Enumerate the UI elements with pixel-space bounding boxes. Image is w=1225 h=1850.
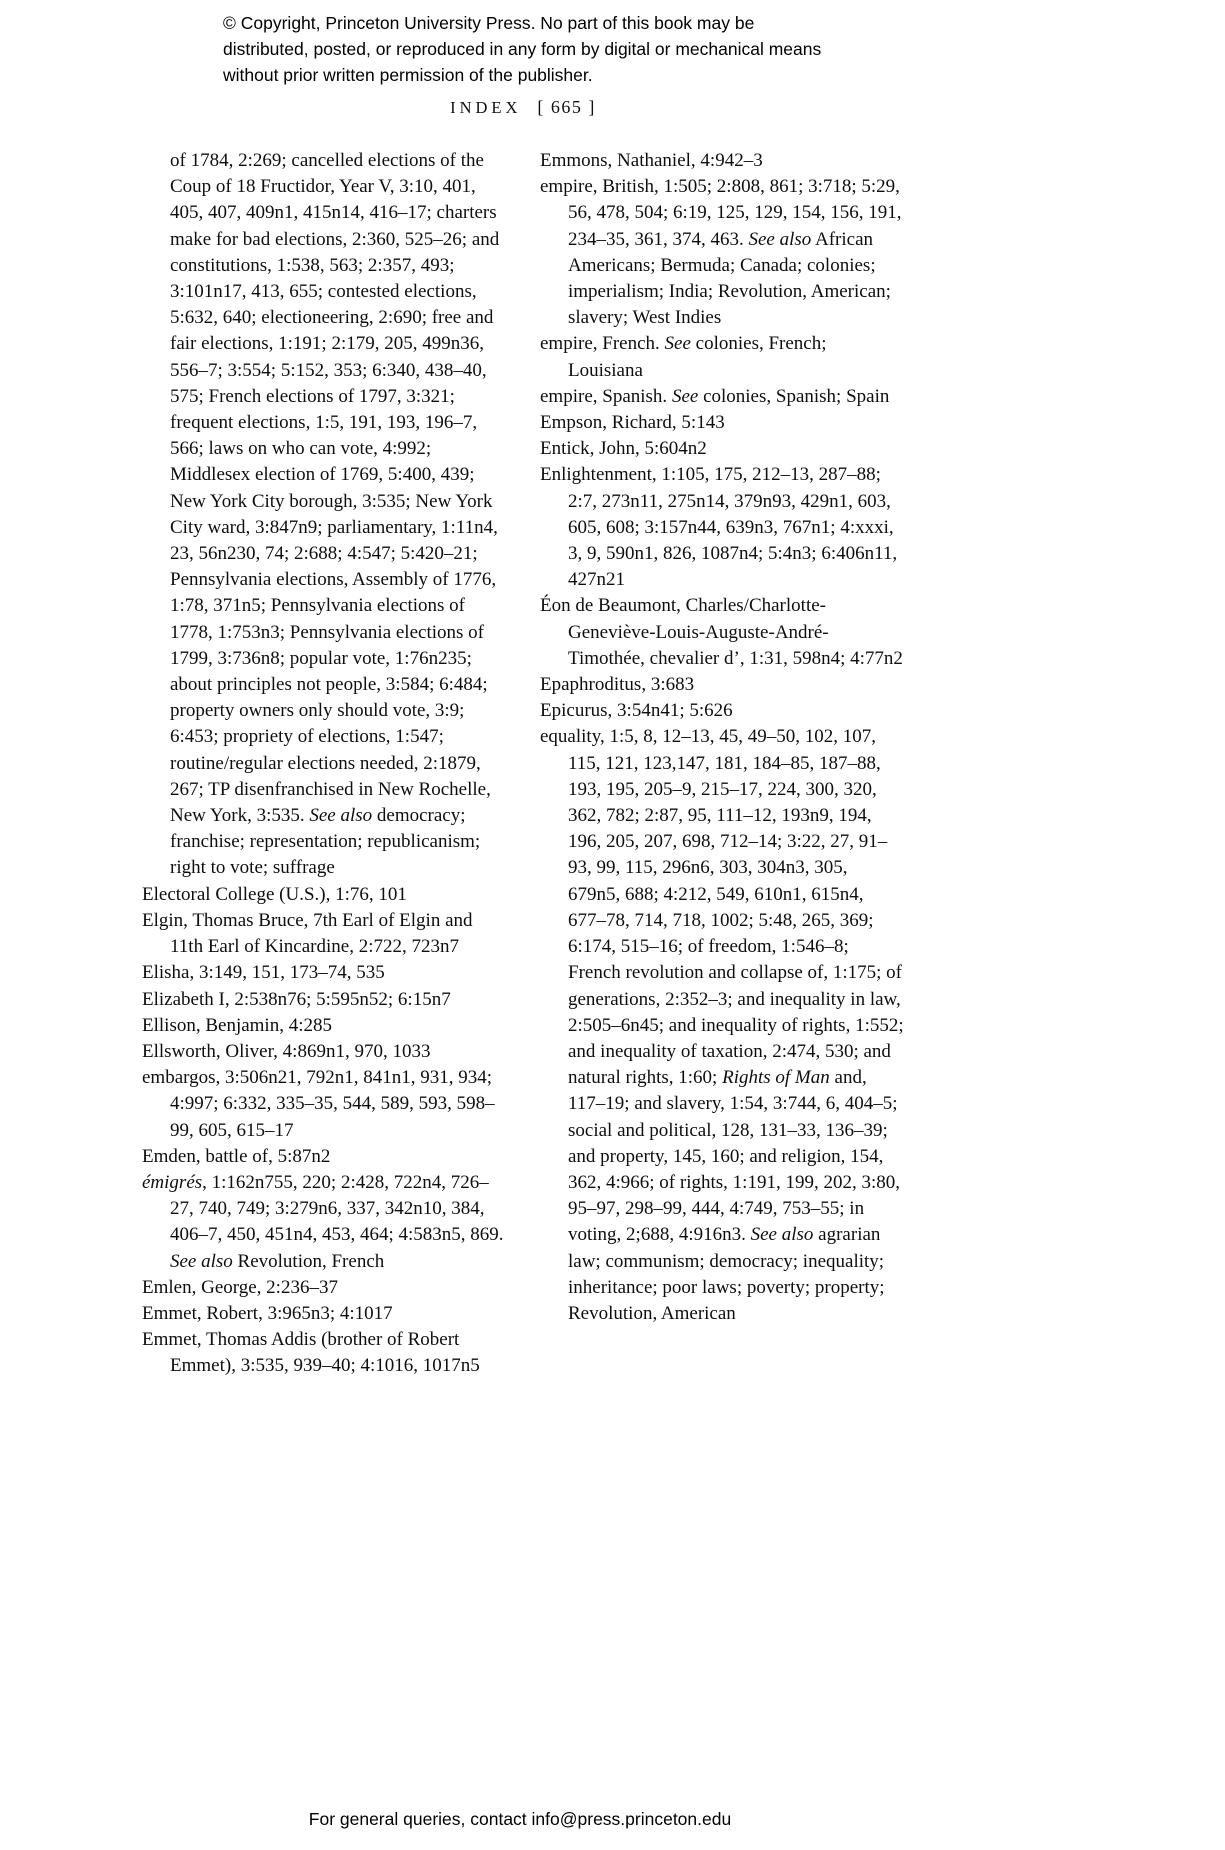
index-entry — [142, 1275, 506, 1301]
index-entry — [142, 1170, 506, 1275]
entry-text-run: democracy; franchise; representation; republicanism; right to vote; suffrage — [170, 805, 481, 879]
page-header — [223, 97, 823, 118]
entry-text-run: empire, British, 1:505; 2:808, 861; 3:718; 5:29, 56, 478, 504; 6:19, 125, 129, 154, 156, 191, 234–35, 361, 374, 463. — [540, 176, 902, 250]
entry-text-run: and, 117–19; and slavery, 1:54, 3:744, 6, 404–5; social and political, 128, 131–33, 136–39; and property, 145, 160; and religion, 154, 362, 4:966; of rights, 1:191, 199, 202, 3:80, 95–97, 298–99, 444, 4:749, 753–55; in voting, 2;688, 4:916n3. — [568, 1067, 900, 1246]
entry-text-run: of 1784, 2:269; cancelled elections of the Coup of 18 Fructidor, Year V, 3:10, 401, 405, 407, 409n1, 415n14, 416–17; charters make for bad elections, 2:360, 525–26; and constitutions, 1:538, 563; 2:357, 493; 3:101n17, 413, 655; contested elections, 5:632, 640; electioneering, 2:690; free and fair elections, 1:191; 2:179, 205, 499n36, 556–7; 3:554; 5:152, 353; 6:340, 438–40, 575; French elections of 1797, 3:321; frequent elections, 1:5, 191, 193, 196–7, 566; laws on who can vote, 4:992; Middlesex election of 1769, 5:400, 439; New York City borough, 3:535; New York City ward, 3:847n9; parliamentary, 1:11n4, 23, 56n230, 74; 2:688; 4:547; 5:420–21; Pennsylvania elections, Assembly of 1776, 1:78, 371n5; Pennsylvania elections of 1778, 1:753n3; Pennsylvania elections of 1799, 3:736n8; popular vote, 1:76n235; about principles not people, 3:584; 6:484; property owners only should vote, 3:9; 6:453; propriety of elections, 1:547; routine/regular elections needed, 2:1879, 267; TP disenfranchised in New Rochelle, New York, 3:535. — [170, 150, 500, 827]
index-entry — [540, 331, 904, 383]
index-entry — [540, 410, 904, 436]
entry-text-run: Emmons, Nathaniel, 4:942–3 — [540, 150, 763, 171]
entry-text-run: , 1:162n755, 220; 2:428, 722n4, 726–27, 740, 749; 3:279n6, 337, 342n10, 384, 406–7, 450, 451n4, 453, 464; 4:583n5, 869. — [170, 1171, 504, 1246]
index-entry — [142, 882, 506, 908]
index-entry — [142, 987, 506, 1013]
entry-text-run: agrarian law; communism; democracy; inequality; inheritance; poor laws; poverty; property; Revolution, American — [568, 1224, 885, 1324]
index-title: INDEX — [450, 98, 522, 117]
index-entry-continuation — [142, 148, 506, 882]
entry-text-run: Elizabeth I, 2:538n76; 5:595n52; 6:15n7 — [142, 988, 451, 1010]
entry-text-run: Entick, John, 5:604n2 — [540, 438, 707, 460]
index-entry — [540, 672, 904, 698]
entry-text-run: colonies, French; Louisiana — [568, 333, 827, 381]
index-entry — [142, 1039, 506, 1065]
index-entry — [142, 1327, 506, 1379]
entry-text-run: Emmet, Robert, 3:965n3; 4:1017 — [142, 1302, 393, 1324]
entry-text-run: equality, 1:5, 8, 12–13, 45, 49–50, 102, 107, 115, 121, 123,147, 181, 184–85, 187–88, 193, 195, 205–9, 215–17, 224, 300, 320, 362, 782; 2:87, 95, 111–12, 193n9, 194, 196, 205, 207, 698, 712–14; 3:22, 27, 91–93, 99, 115, 296n6, 303, 304n3, 305, 679n5, 688; 4:212, 549, 610n1, 615n4, 677–78, 714, 718, 1002; 5:48, 265, 369; 6:174, 515–16; of freedom, 1:546–8; French revolution and collapse of, 1:175; of generations, 2:352–3; and inequality in law, 2:505–6n45; and inequality of rights, 1:552; and inequality of taxation, 2:474, 530; and natural rights, 1:60; — [540, 726, 904, 1089]
entry-text-run: Emmet, Thomas Addis (brother of Robert Emmet), 3:535, 939–40; 4:1016, 1017n5 — [142, 1329, 480, 1377]
entry-italic-run: See also — [309, 805, 373, 827]
index-column-right — [540, 148, 904, 1380]
entry-text-run: empire, Spanish. — [540, 385, 672, 407]
index-entry — [142, 1144, 506, 1170]
entry-italic-run: émigrés — [142, 1171, 203, 1193]
index-entry — [540, 462, 904, 593]
entry-text-run: Emden, battle of, 5:87n2 — [142, 1145, 331, 1167]
entry-text-run: colonies, Spanish; Spain — [698, 385, 890, 407]
entry-italic-run: Rights of Man — [722, 1067, 830, 1089]
entry-italic-run: See — [671, 385, 699, 407]
entry-text-run: Éon de Beaumont, Charles/Charlotte-Geneviève-Louis-Auguste-André-Timothée, chevalier d’, 1:31, 598n4; 4:77n2 — [540, 595, 903, 669]
entry-italic-run: See also — [170, 1250, 233, 1272]
entry-text-run: Ellsworth, Oliver, 4:869n1, 970, 1033 — [142, 1040, 431, 1062]
entry-text-run: Elisha, 3:149, 151, 173–74, 535 — [142, 962, 385, 984]
entry-italic-run: See also — [750, 1224, 814, 1246]
entry-text-run: embargos, 3:506n21, 792n1, 841n1, 931, 934; 4:997; 6:332, 335–35, 544, 589, 593, 598–99, 605, 615–17 — [142, 1067, 495, 1141]
entry-text-run: Elgin, Thomas Bruce, 7th Earl of Elgin and 11th Earl of Kincardine, 2:722, 723n7 — [142, 909, 473, 958]
index-entry — [142, 1013, 506, 1039]
entry-italic-run: See — [664, 333, 691, 355]
index-entry — [540, 148, 904, 174]
index-entry — [142, 908, 506, 960]
index-entry — [540, 384, 904, 410]
index-entry — [540, 724, 904, 1327]
index-entry — [540, 593, 904, 672]
entry-text-run: Epaphroditus, 3:683 — [540, 674, 695, 696]
entry-text-run: Enlightenment, 1:105, 175, 212–13, 287–88; 2:7, 273n11, 275n14, 379n93, 429n1, 603, 605, 608; 3:157n44, 639n3, 767n1; 4:xxxi, 3, 9, 590n1, 826, 1087n4; 5:4n3; 6:406n11, 427n21 — [540, 464, 898, 591]
index-entry — [540, 436, 904, 462]
entry-text-run: Electoral College (U.S.), 1:76, 101 — [142, 883, 407, 905]
entry-text-run: Emlen, George, 2:236–37 — [142, 1276, 338, 1298]
index-entry — [142, 1065, 506, 1144]
entry-text-run: Revolution, French — [232, 1250, 385, 1272]
index-entry — [142, 1301, 506, 1327]
copyright-notice: © Copyright, Princeton University Press. No part of this book may be distributed, posted, or reproduced in any form by digital or mechanical means without prior written permission of the publisher. — [223, 13, 822, 85]
entry-text-run: Empson, Richard, 5:143 — [540, 412, 725, 434]
index-entry — [142, 960, 506, 986]
index-entry — [540, 698, 904, 724]
index-entry — [540, 174, 904, 331]
entry-text-run: Epicurus, 3:54n41; 5:626 — [540, 700, 733, 722]
entry-text-run: African Americans; Bermuda; Canada; colonies; imperialism; India; Revolution, American; slavery; West Indies — [568, 228, 891, 329]
footer-contact: For general queries, contact info@press.princeton.edu — [308, 1809, 732, 1829]
entry-text-run: empire, French. — [540, 333, 665, 355]
index-columns — [142, 148, 904, 1380]
index-column-left — [142, 148, 506, 1380]
entry-italic-run: See also — [748, 228, 812, 250]
entry-text-run: Ellison, Benjamin, 4:285 — [142, 1014, 332, 1036]
page-number: [ 665 ] — [537, 97, 596, 117]
